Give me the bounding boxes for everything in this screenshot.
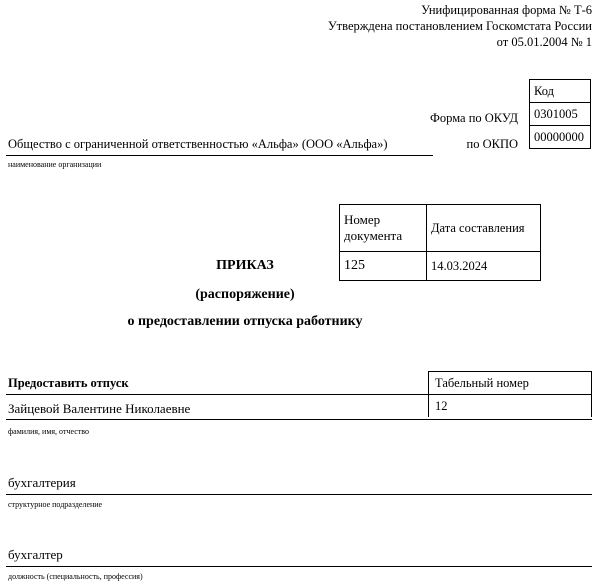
department-caption: структурное подразделение	[8, 500, 103, 509]
position-caption: должность (специальность, профессия)	[8, 572, 143, 581]
doc-number-value: 125	[340, 252, 427, 281]
order-description: о предоставлении отпуска работнику	[127, 314, 363, 329]
department-underline	[6, 494, 592, 495]
doc-date-header: Дата составления	[427, 205, 541, 252]
position-value: бухгалтер	[8, 547, 63, 562]
codes-header: Код	[530, 80, 591, 103]
grant-leave-label: Предоставить отпуск	[8, 376, 129, 390]
tab-number-header: Табельный номер	[429, 372, 592, 395]
order-subtitle: (распоряжение)	[195, 287, 295, 302]
doc-date-value: 14.03.2024	[427, 252, 541, 281]
name-underline	[6, 419, 592, 420]
okpo-label: по ОКПО	[466, 137, 518, 151]
okpo-value: 00000000	[530, 126, 591, 149]
approval-date-line: от 05.01.2004 № 1	[496, 35, 592, 49]
document-table	[339, 204, 541, 281]
doc-number-header: Номер документа	[340, 205, 427, 252]
codes-table	[529, 79, 591, 149]
department-value: бухгалтерия	[8, 475, 76, 490]
position-underline	[6, 566, 592, 567]
organization-caption: наименование организации	[8, 160, 102, 169]
form-type-line: Унифицированная форма № Т-6	[421, 3, 592, 17]
grant-underline	[6, 394, 428, 395]
tab-number-table	[428, 371, 592, 417]
okud-label: Форма по ОКУД	[430, 111, 518, 125]
organization-underline	[6, 155, 433, 156]
approval-line: Утверждена постановлением Госкомстата России	[327, 19, 592, 33]
tab-number-value: 12	[429, 395, 592, 418]
order-title: ПРИКАЗ	[216, 258, 274, 273]
okud-value: 0301005	[530, 103, 591, 126]
organization-name: Общество с ограниченной ответственностью «Альфа» (ООО «Альфа»)	[8, 137, 388, 151]
name-caption: фамилия, имя, отчество	[8, 427, 89, 436]
employee-full-name: Зайцевой Валентине Николаевне	[8, 401, 191, 416]
